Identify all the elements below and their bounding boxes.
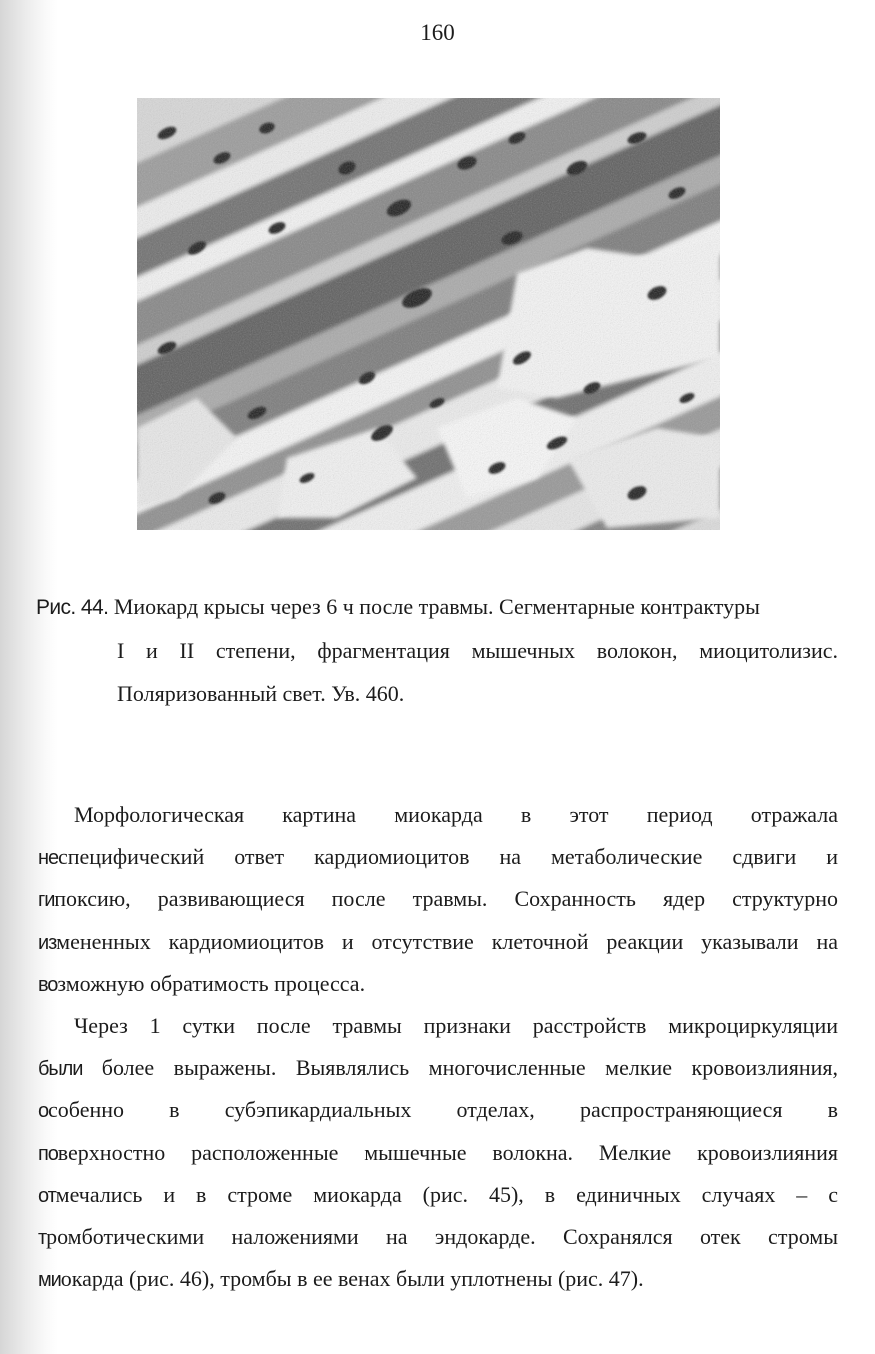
paragraph-2-line-5: отмечались и в строме миокарда (рис. 45), в единичных случаях – с <box>38 1181 838 1207</box>
figure-caption <box>36 585 838 715</box>
paragraph-1-line-2: неспецифический ответ кардиомиоцитов на метаболические сдвиги и <box>38 844 838 870</box>
caption-line-1 <box>36 585 838 629</box>
caption-text-1: Миокард крысы через 6 ч после травмы. Сегментарные контрактуры <box>113 594 760 619</box>
paragraph-2-line-4: поверхностно расположенные мышечные волокна. Мелкие кровоизлияния <box>38 1139 838 1165</box>
paragraph-2-line-6: тромботическими наложениями на эндокарде. Сохранялся отек стромы <box>38 1223 838 1249</box>
micrograph-figure <box>137 98 720 530</box>
caption-label: Рис. 44. <box>36 596 109 619</box>
paragraph-1-line-1: Морфологическая картина миокарда в этот период отражала <box>74 802 838 827</box>
paragraph-2-line-1: Через 1 сутки после травмы признаки расстройств микроциркуляции <box>74 1012 838 1038</box>
micrograph-image <box>137 98 720 530</box>
body-text <box>38 794 838 1300</box>
paragraph-1-line-4: измененных кардиомиоцитов и отсутствие клеточной реакции указывали на <box>38 928 838 954</box>
caption-line-2: I и II степени, фрагментация мышечных волокон, миоцитолизис. <box>117 638 838 663</box>
paragraph-1-line-5: возможную обратимость процесса. <box>38 970 366 996</box>
paragraph-1-line-3: гипоксию, развивающиеся после травмы. Сохранность ядер структурно <box>38 886 838 912</box>
paragraph-2-line-7: миокарда (рис. 46), тромбы в ее венах были уплотнены (рис. 47). <box>38 1266 644 1292</box>
paragraph-2-line-3: особенно в субэпикардиальных отделах, распространяющиеся в <box>38 1097 838 1123</box>
paragraph-2-line-2: были более выражены. Выявлялись многочисленные мелкие кровоизлияния, <box>38 1055 838 1081</box>
caption-line-3: Поляризованный свет. Ув. 460. <box>117 681 405 706</box>
page-number: 160 <box>420 20 455 45</box>
